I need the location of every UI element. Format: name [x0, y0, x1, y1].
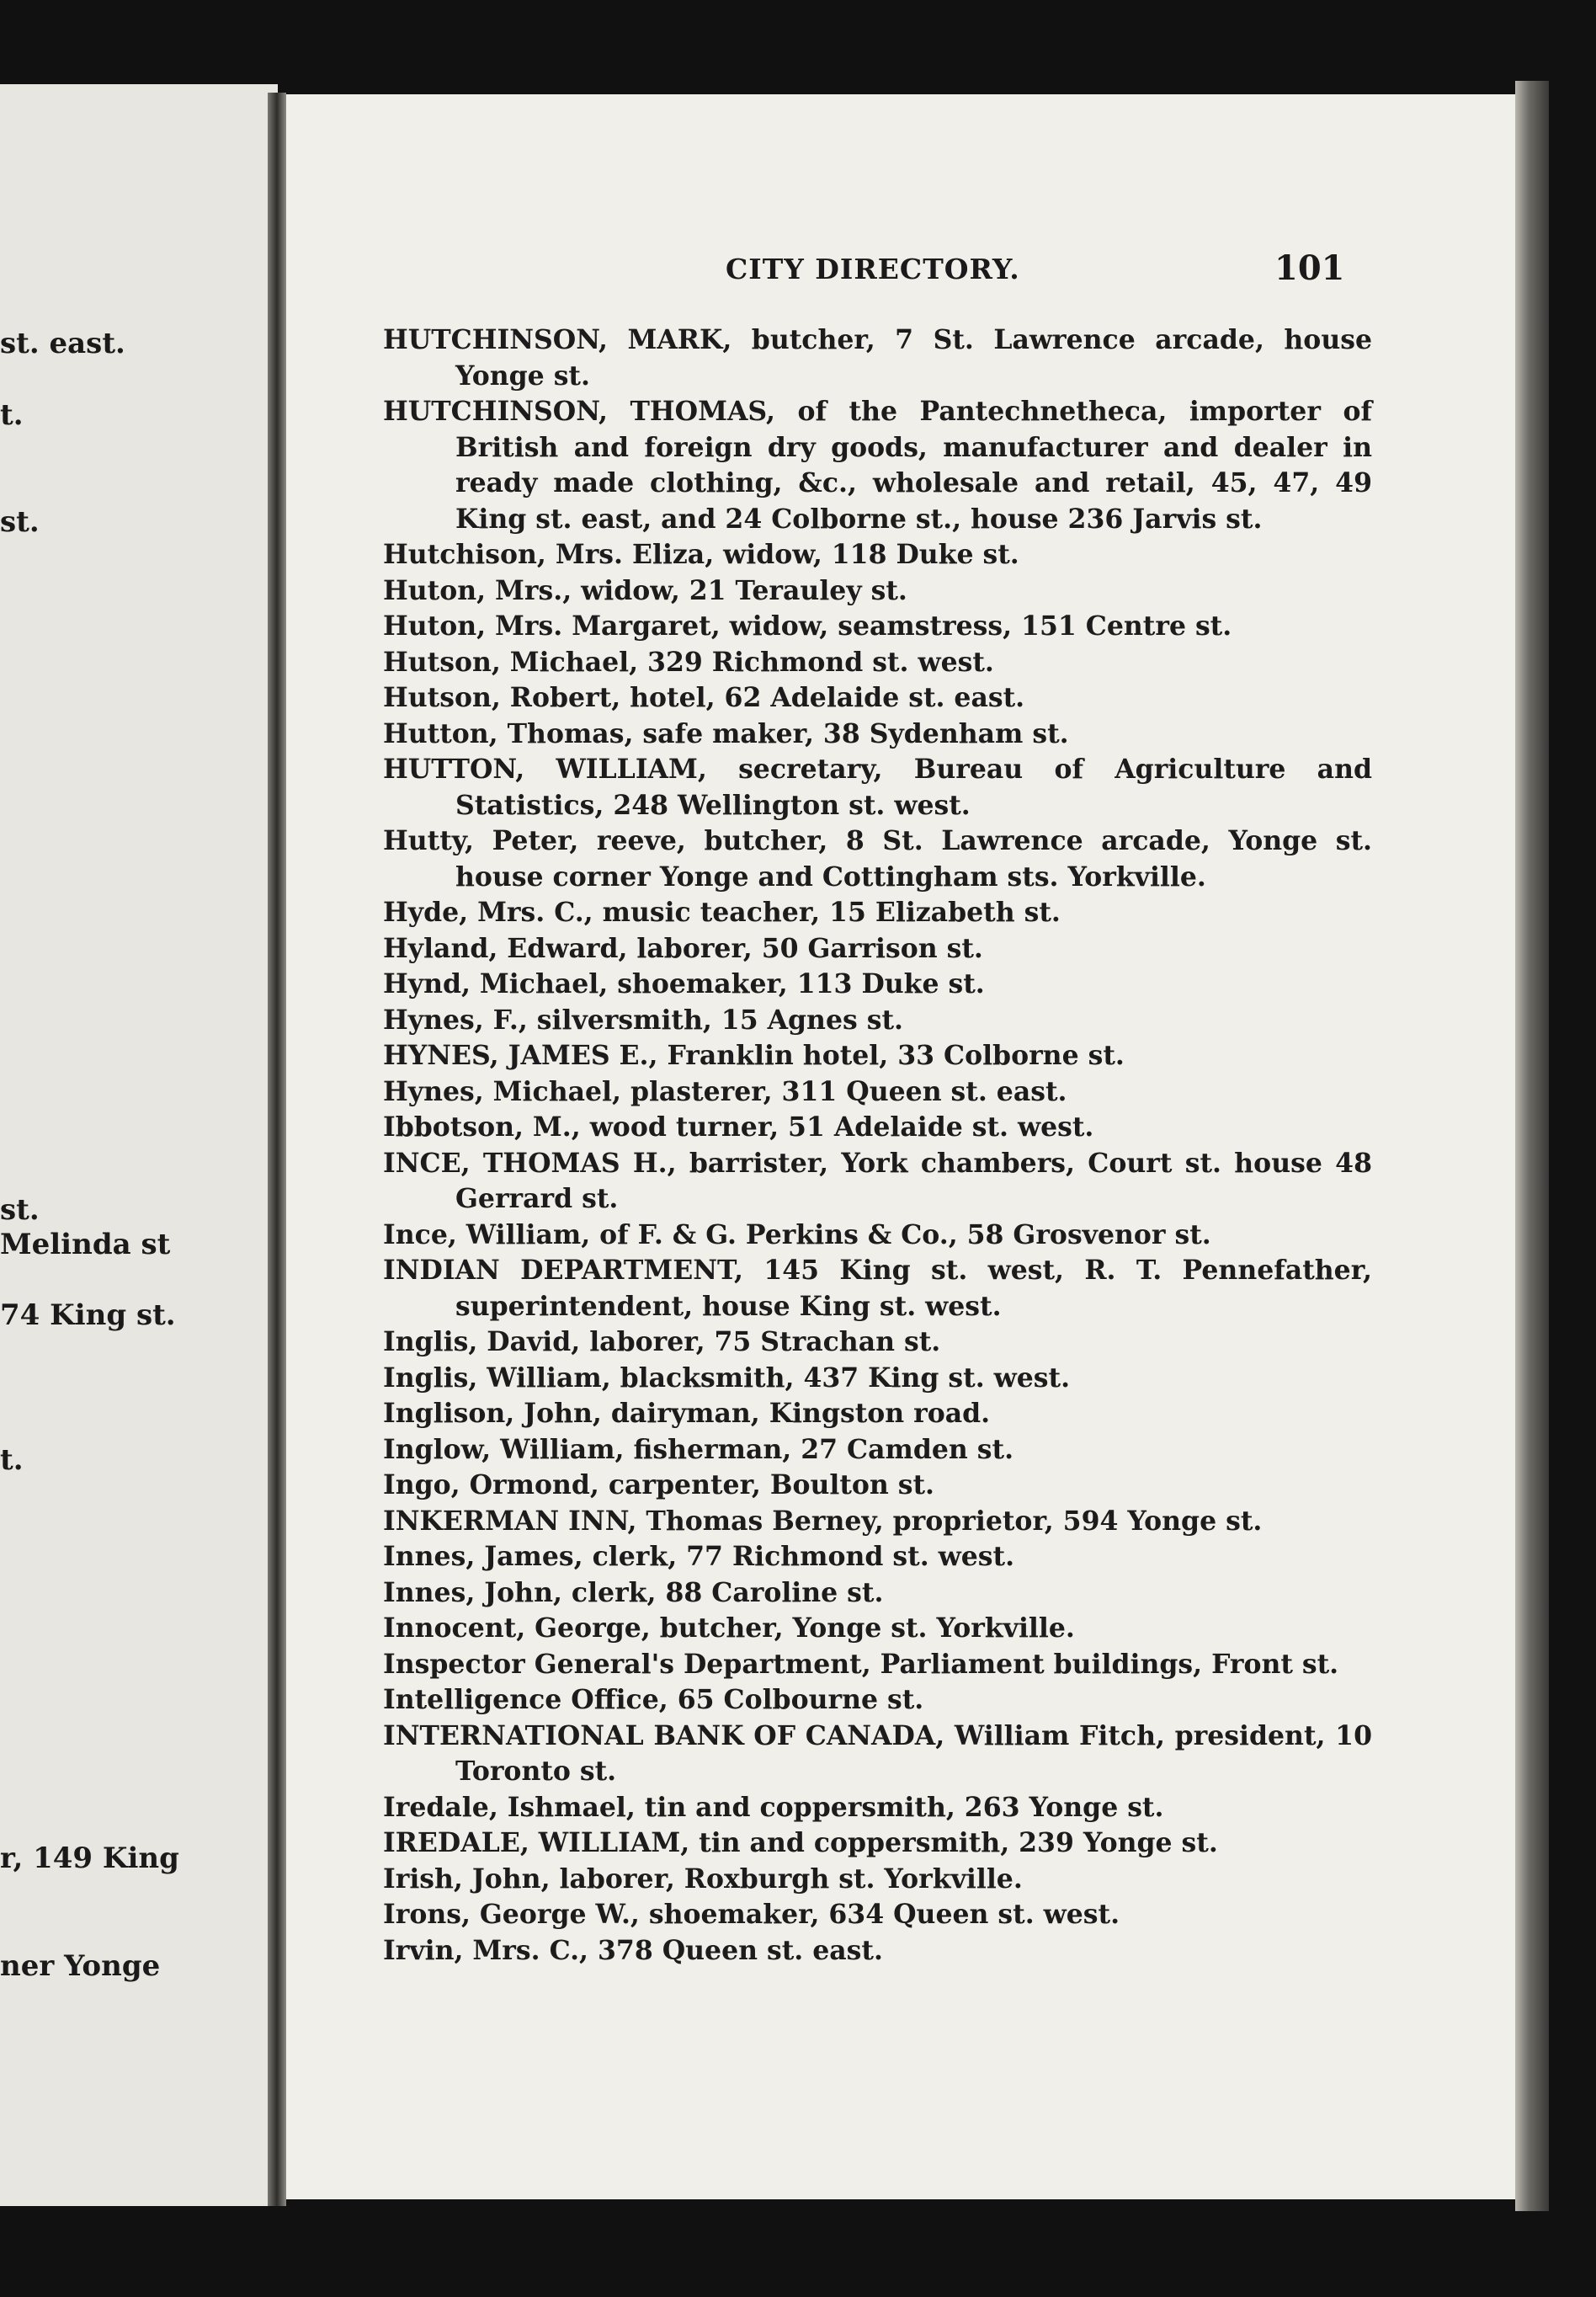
directory-entry: IREDALE, WILLIAM, tin and coppersmith, 239 Yonge st. — [383, 1827, 1218, 1858]
directory-entry: Irish, John, laborer, Roxburgh st. Yorkville. — [383, 1863, 1023, 1895]
directory-entry: Iredale, Ishmael, tin and coppersmith, 263 Yonge st. — [383, 1791, 1164, 1823]
left-page — [0, 84, 278, 2206]
directory-entry: Ibbotson, M., wood turner, 51 Adelaide st. west. — [383, 1111, 1094, 1143]
left-fragment: Melinda st — [0, 1228, 171, 1261]
directory-entry: Hutchison, Mrs. Eliza, widow, 118 Duke st. — [383, 539, 1019, 570]
directory-entry: Hutton, Thomas, safe maker, 38 Sydenham st. — [383, 717, 1069, 749]
page-number: 101 — [1274, 248, 1345, 288]
directory-entry: Inglis, William, blacksmith, 437 King st. west. — [383, 1362, 1071, 1394]
left-fragment: st. east. — [0, 327, 125, 360]
left-fragment: st. — [0, 505, 40, 539]
left-fragment: 74 King st. — [0, 1298, 176, 1332]
directory-entry: Hyde, Mrs. C., music teacher, 15 Elizabeth st. — [383, 897, 1061, 928]
directory-entry: INDIAN DEPARTMENT, 145 King st. west, R. T. Pennefather, superintendent, house King st. west. — [383, 1255, 1372, 1322]
directory-entry: INKERMAN INN, Thomas Berney, proprietor, 594 Yonge st. — [383, 1505, 1263, 1537]
directory-entry: Hynes, F., silversmith, 15 Agnes st. — [383, 1004, 903, 1036]
directory-entry: Innocent, George, butcher, Yonge st. Yorkville. — [383, 1612, 1075, 1644]
directory-entry: Huton, Mrs., widow, 21 Terauley st. — [383, 574, 907, 606]
directory-entry: Intelligence Office, 65 Colbourne st. — [383, 1684, 924, 1715]
directory-entry: Hutson, Robert, hotel, 62 Adelaide st. east. — [383, 682, 1025, 713]
directory-entry: Inglis, David, laborer, 75 Strachan st. — [383, 1326, 941, 1357]
directory-entries — [383, 322, 1372, 1969]
directory-entry: Inglow, William, fisherman, 27 Camden st. — [383, 1433, 1014, 1465]
directory-entry: Irons, George W., shoemaker, 634 Queen st. west. — [383, 1899, 1120, 1930]
directory-entry: HYNES, JAMES E., Franklin hotel, 33 Colborne st. — [383, 1040, 1125, 1071]
directory-entry: Hutty, Peter, reeve, butcher, 8 St. Lawrence arcade, Yonge st. house corner Yonge and Cottingham sts. Yorkville. — [383, 825, 1372, 893]
directory-entry: HUTCHINSON, MARK, butcher, 7 St. Lawrence arcade, house Yonge st. — [383, 324, 1372, 392]
directory-entry: Inglison, John, dairyman, Kingston road. — [383, 1398, 991, 1429]
left-fragment: t. — [0, 398, 24, 432]
directory-entry: INTERNATIONAL BANK OF CANADA, William Fitch, president, 10 Toronto st. — [383, 1719, 1372, 1787]
left-fragment: t. — [0, 1443, 24, 1477]
book-gutter — [268, 93, 286, 2206]
left-fragment: ner Yonge — [0, 1949, 161, 1983]
directory-entry: Innes, John, clerk, 88 Caroline st. — [383, 1576, 884, 1608]
directory-entry: Hynes, Michael, plasterer, 311 Queen st. east. — [383, 1075, 1067, 1107]
directory-entry: Huton, Mrs. Margaret, widow, seamstress, 151 Centre st. — [383, 610, 1232, 642]
directory-entry: Ingo, Ormond, carpenter, Boulton st. — [383, 1469, 935, 1500]
directory-entry: HUTTON, WILLIAM, secretary, Bureau of Agriculture and Statistics, 248 Wellington st. west. — [383, 754, 1372, 821]
directory-entry: Hynd, Michael, shoemaker, 113 Duke st. — [383, 968, 985, 999]
left-fragment: r, 149 King — [0, 1841, 179, 1875]
directory-entry: Innes, James, clerk, 77 Richmond st. west. — [383, 1541, 1015, 1572]
directory-entry: Hutson, Michael, 329 Richmond st. west. — [383, 646, 994, 678]
running-header: CITY DIRECTORY. — [726, 253, 1020, 285]
directory-entry: INCE, THOMAS H., barrister, York chambers, Court st. house 48 Gerrard st. — [383, 1147, 1372, 1214]
page-edge — [1515, 81, 1549, 2211]
directory-entry: Inspector General's Department, Parliament buildings, Front st. — [383, 1648, 1339, 1680]
left-fragment: st. — [0, 1193, 40, 1227]
directory-entry: Ince, William, of F. & G. Perkins & Co., 58 Grosvenor st. — [383, 1218, 1211, 1250]
directory-entry: Irvin, Mrs. C., 378 Queen st. east. — [383, 1934, 883, 1966]
directory-entry: Hyland, Edward, laborer, 50 Garrison st. — [383, 932, 983, 964]
directory-entry: HUTCHINSON, THOMAS, of the Pantechnetheca, importer of British and foreign dry goods, manufacturer and dealer in ready made clothing, &c., wholesale and retail, 45, 47, 49 King st. east, and 24 Colborne st., house 236 Jarvis st. — [383, 396, 1372, 535]
